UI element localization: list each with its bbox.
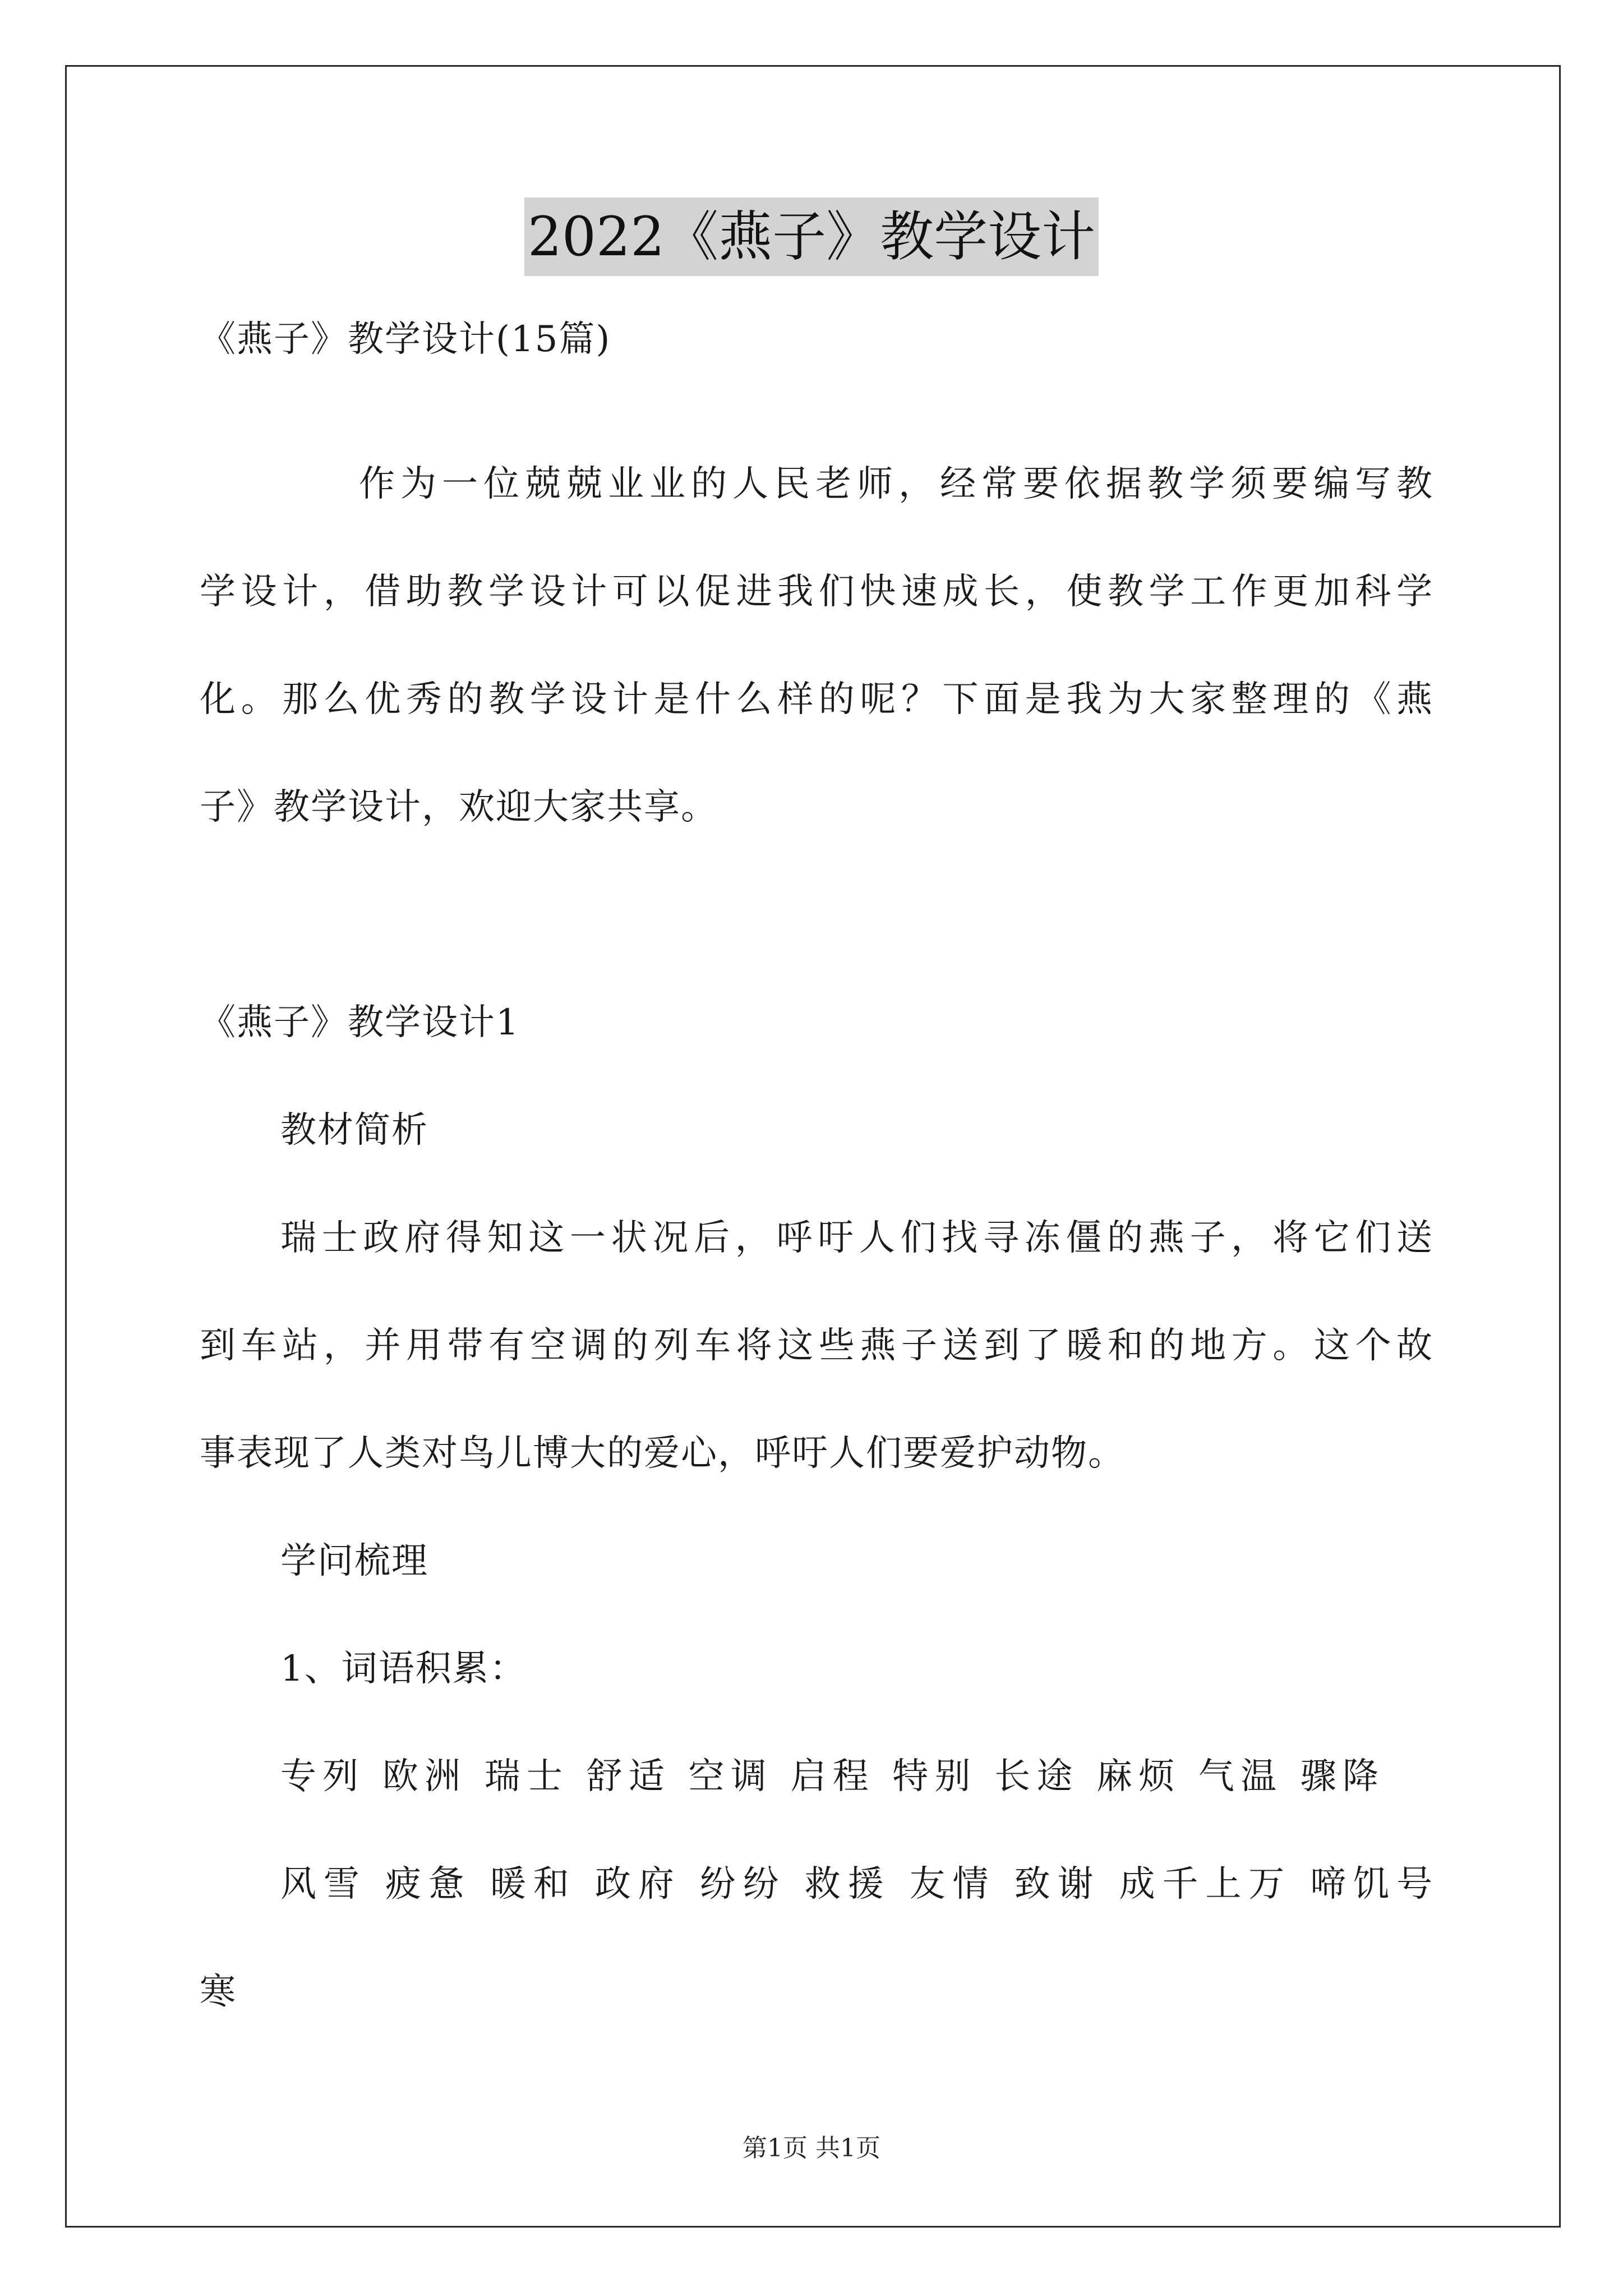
subtitle: 《燕子》教学设计(15篇) [200, 319, 611, 360]
material-line-2: 到车站，并用带有空调的列车将这些燕子送到了暖和的地方。这个故 [200, 1325, 1433, 1366]
document-title: 2022《燕子》教学设计 [524, 197, 1099, 276]
knowledge-heading: 学问梳理 [280, 1540, 428, 1582]
vocab-line-1: 专列 欧洲 瑞士 舒适 空调 启程 特别 长途 麻烦 气温 骤降 [280, 1756, 1380, 1797]
vocab-heading: 1、词语积累： [280, 1648, 527, 1690]
material-line-3: 事表现了人类对鸟儿博大的爱心，呼吁人们要爱护动物。 [200, 1433, 1125, 1474]
vocab-line-2: 风雪 疲惫 暖和 政府 纷纷 救援 友情 致谢 成千上万 啼饥号 [280, 1864, 1433, 1905]
intro-line-2: 学设计，借助教学设计可以促进我们快速成长，使教学工作更加科学 [200, 571, 1433, 613]
vocab-line-3: 寒 [200, 1971, 237, 2013]
intro-line-1: 作为一位兢兢业业的人民老师，经常要依据教学须要编写教 [359, 463, 1433, 505]
section-heading: 《燕子》教学设计1 [200, 1002, 520, 1043]
material-line-1: 瑞士政府得知这一状况后，呼吁人们找寻冻僵的燕子，将它们送 [280, 1217, 1433, 1259]
page-footer: 第1页 共1页 [743, 2134, 880, 2162]
intro-line-4: 子》教学设计，欢迎大家共享。 [200, 786, 718, 828]
intro-line-3: 化。那么优秀的教学设计是什么样的呢？下面是我为大家整理的《燕 [200, 679, 1433, 720]
title-container [0, 197, 1623, 276]
material-heading: 教材简析 [280, 1110, 428, 1151]
